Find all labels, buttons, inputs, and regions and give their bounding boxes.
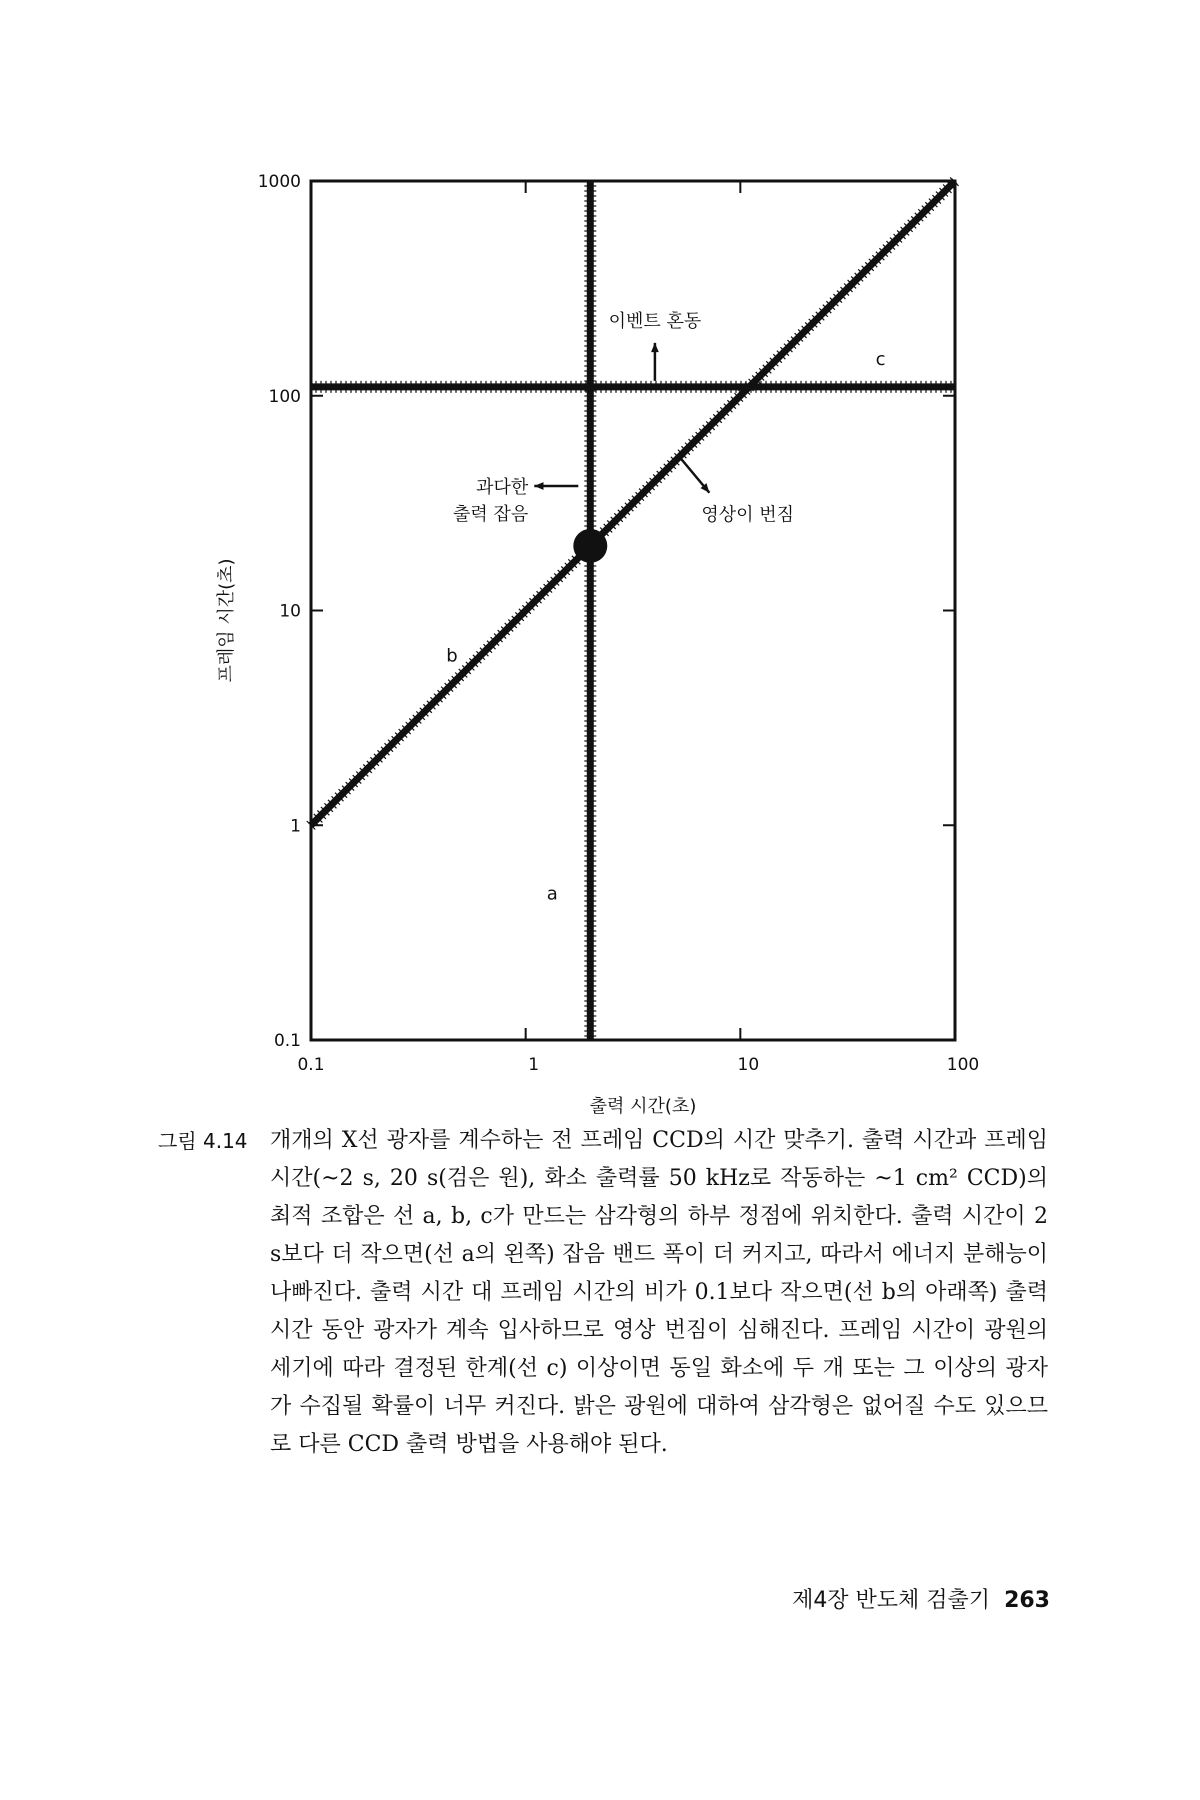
page-footer	[0, 1583, 1050, 1614]
x-tick-label: 1	[528, 1055, 540, 1075]
chapter-title: 제4장 반도체 검출기	[792, 1588, 991, 1613]
caption-text: 개개의 X선 광자를 계수하는 전 프레임 CCD의 시간 맞추기. 출력 시간과 프레임 시간(~2 s, 20 s(검은 원), 화소 출력률 50 kHz로 작동하는 ~1 cm² CCD)의 최적 조합은 선 a, b, c가 만드는 삼각형의 하부 정점에 위치한다. 출력 시간이 2 s보다 더 작으면(선 a의 왼쪽) 잡음 밴드 폭이 더 커지고, 따라서 에너지 분해능이 나빠진다. 출력 시간 대 프레임 시간의 비가 0.1보다 작으면(선 b의 아래쪽) 출력 시간 동안 광자가 계속 입사하므로 영상 번짐이 심해진다. 프레임 시간이 광원의 세기에 따라 결정된 한계(선 c) 이상이면 동일 화소에 두 개 또는 그 이상의 광자가 수집될 확률이 너무 커진다. 밝은 광원에 대하여 삼각형은 없어질 수도 있으므로 다른 CCD 출력 방법을 사용해야 된다.	[270, 1128, 1049, 1457]
arrow-excess-noise-head	[534, 482, 543, 490]
line-b	[307, 177, 959, 829]
annotation-image-smear: 영상이 번짐	[701, 504, 795, 526]
arrow-event-confusion-head	[651, 343, 659, 352]
annotation-excess-noise: 과다한	[476, 476, 529, 498]
line-c	[311, 381, 955, 393]
y-tick-label: 10	[279, 601, 301, 622]
page-number: 263	[1004, 1588, 1050, 1613]
y-tick-label: 0.1	[273, 1031, 301, 1051]
y-tick-label: 1	[290, 816, 301, 837]
line-label-b: b	[446, 645, 458, 667]
optimum-point	[573, 529, 607, 563]
y-axis-title: 프레임 시간(초)	[216, 558, 237, 683]
y-tick-label: 1000	[257, 172, 301, 192]
x-axis-title: 출력 시간(초)	[589, 1096, 697, 1117]
x-tick-label: 100	[946, 1055, 980, 1075]
x-tick-label: 10	[737, 1055, 760, 1075]
x-tick-label: 0.1	[297, 1055, 325, 1075]
annotation-excess-noise: 출력 잡음	[453, 503, 529, 525]
line-a	[584, 181, 596, 1040]
caption-label: 그림 4.14	[158, 1129, 248, 1153]
line-label-c: c	[875, 348, 886, 370]
line-label-a: a	[546, 883, 558, 905]
annotation-event-confusion: 이벤트 혼동	[608, 310, 702, 332]
y-tick-label: 100	[268, 386, 301, 407]
plot-frame	[311, 181, 955, 1040]
